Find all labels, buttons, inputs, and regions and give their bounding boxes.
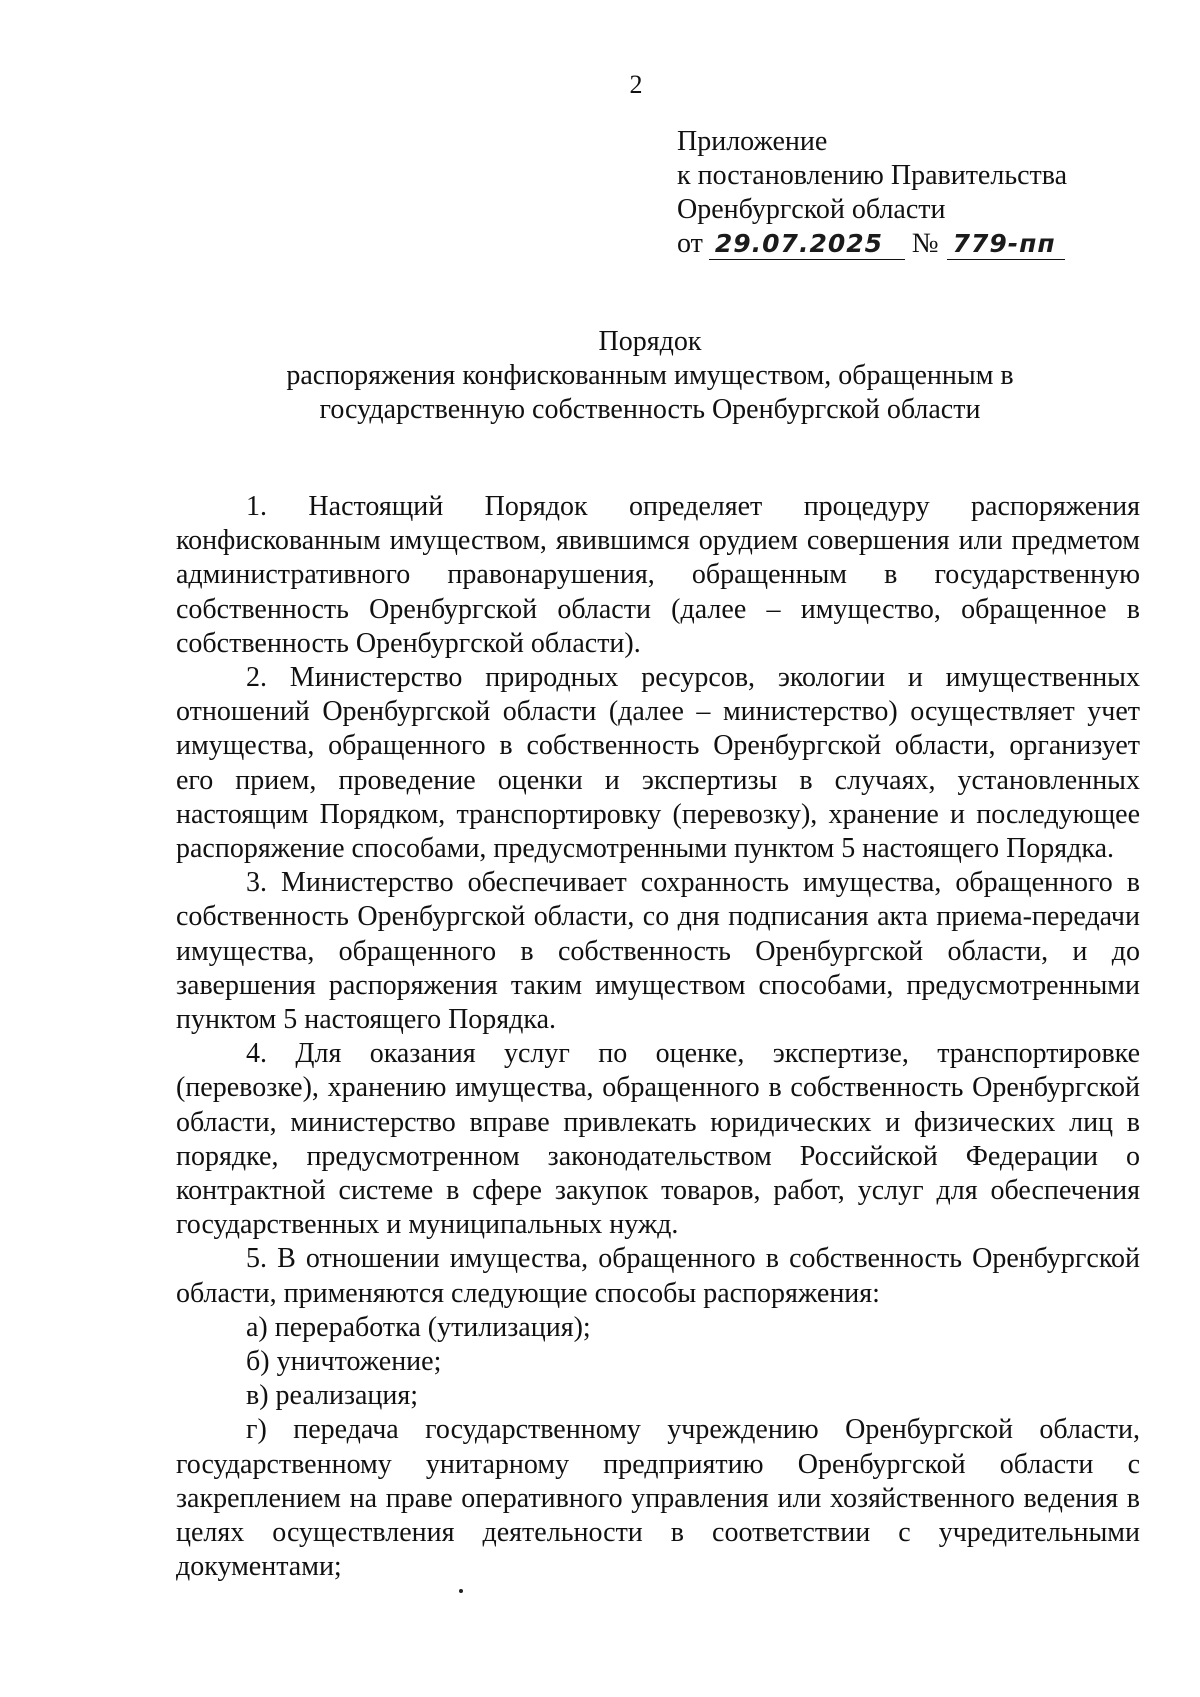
paragraph-1: 1. Настоящий Порядок определяет процедуру распоряжения конфискованным имуществом, явившимся орудием совершения или предметом административного правонарушения, обращенным в государственную собственность Оренбургской области (далее – имущество, обращенное в собственность Оренбургской области).	[176, 491, 1140, 659]
title-subtitle-line-1: распоряжения конфискованным имуществом, обращенным в	[286, 360, 1014, 391]
appendix-line-3: Оренбургской области	[677, 194, 946, 225]
number-prefix: №	[911, 228, 939, 259]
title-subtitle-line-2: государственную собственность Оренбургской области	[319, 394, 981, 425]
appendix-line-2: к постановлению Правительства	[677, 160, 1068, 191]
list-item-a: а) переработка (утилизация);	[246, 1311, 591, 1343]
handwritten-number: 779-пп	[947, 229, 1065, 260]
list-item-g: г) передача государственному учреждению Оренбургской области, государственному унитарному предприятию Оренбургской области с закреплением на праве оперативного управления или хозяйственного ведения в целях осуществления деятельности в соответствии с учредительными документами;	[176, 1414, 1140, 1583]
page-number: 2	[629, 70, 643, 99]
appendix-block	[677, 125, 1157, 261]
paragraph-3: 3. Министерство обеспечивает сохранность имущества, обращенного в собственность Оренбургской области, со дня подписания акта приема-передачи имущества, обращенного в собственность Оренбургской области, и до завершения распоряжения таким имуществом способами, предусмотренными пунктом 5 настоящего Порядка.	[176, 867, 1140, 1036]
list-item-v: в) реализация;	[246, 1380, 419, 1412]
paragraph-2: 2. Министерство природных ресурсов, экологии и имущественных отношений Оренбургской области (далее – министерство) осуществляет учет имущества, обращенного в собственность Оренбургской области, организует его прием, проведение оценки и экспертизы в случаях, установленных настоящим Порядком, транспортировку (перевозку), хранение и последующее распоряжение способами, предусмотренными пунктом 5 настоящего Порядка.	[176, 662, 1140, 865]
title-heading: Порядок	[598, 326, 702, 357]
list-item-b: б) уничтожение;	[246, 1346, 442, 1378]
paragraph-4: 4. Для оказания услуг по оценке, экспертизе, транспортировке (перевозке), хранению имущества, обращенного в собственность Оренбургской области, министерство вправе привлекать юридических и физических лиц в порядке, предусмотренном законодательством Российской Федерации о контрактной системе в сфере закупок товаров, работ, услуг для обеспечения государственных и муниципальных нужд.	[176, 1038, 1140, 1241]
document-body	[176, 490, 1140, 1585]
handwritten-date: 29.07.2025	[709, 229, 905, 260]
scan-speck	[459, 1589, 463, 1593]
paragraph-5: 5. В отношении имущества, обращенного в собственность Оренбургской области, применяются следующие способы распоряжения:	[176, 1243, 1140, 1309]
appendix-line-1: Приложение	[677, 126, 828, 157]
date-prefix: от	[677, 228, 703, 259]
appendix-date-line	[677, 227, 1157, 261]
document-title	[150, 325, 1150, 427]
